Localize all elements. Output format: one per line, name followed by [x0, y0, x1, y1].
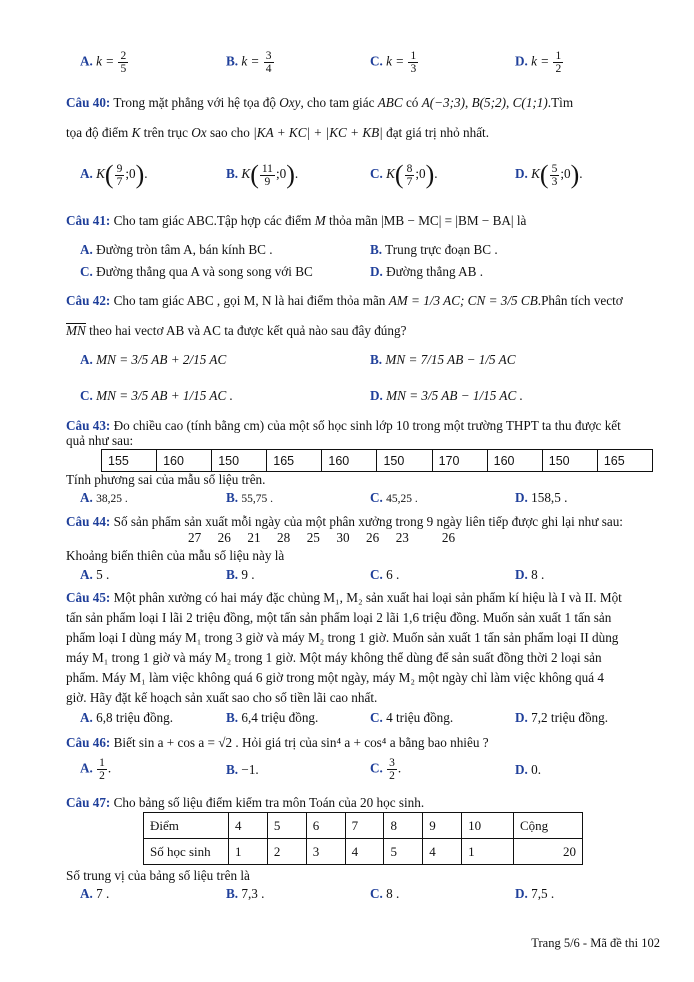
table-cell: 5 — [267, 813, 306, 839]
q45-stem-line1: Câu 45: Một phân xưởng có hai máy đặc chủng M₁, M₂ sản xuất hai loại sản phẩm kí hiệu là I và II. Một — [66, 590, 622, 605]
q46-option-d: D. 0. — [515, 762, 542, 777]
q44-option-c: C. 6 . — [370, 567, 400, 582]
q43-option-a: A. 38,25 . — [80, 490, 128, 505]
q39-option-d: D. k = $\frac{1}{2}$ — [515, 50, 562, 75]
q40-option-c: C. K( $\frac{8}{7}$ ;0). — [370, 160, 438, 189]
table-cell: 2 — [267, 839, 306, 865]
q39-option-c: C. k = $\frac{1}{3}$ — [370, 50, 417, 75]
q44-option-d: D. 8 . — [515, 567, 545, 582]
table-cell: 1 — [229, 839, 268, 865]
table-cell: 165 — [597, 450, 652, 472]
q41-option-c: C. Đường thẳng qua A và song song với BC — [80, 264, 313, 279]
q47-option-a: A. 7 . — [80, 886, 110, 901]
q42-option-a: A. MN = 3/5 AB + 2/15 AC — [80, 352, 227, 367]
q42-option-d: D. MN = 3/5 AB − 1/15 AC . — [370, 388, 523, 403]
q43-data-table — [101, 449, 653, 472]
table-cell: 4 — [229, 813, 268, 839]
q43-stem-line3: Tính phương sai của mẫu số liệu trên. — [66, 472, 266, 487]
q45-option-c: C. 4 triệu đồng. — [370, 710, 454, 725]
q43-option-d: D. 158,5 . — [515, 490, 568, 505]
q47-option-c: C. 8 . — [370, 886, 400, 901]
table-row — [144, 839, 583, 865]
q44-option-a: A. 5 . — [80, 567, 110, 582]
q47-stem: Câu 47: Cho bảng số liệu điểm kiểm tra môn Toán của 20 học sinh. — [66, 795, 425, 810]
q40-stem-line1: Câu 40: Trong mặt phẳng với hệ tọa độ Oxy, cho tam giác ABC có A(−3;3), B(5;2), C(1;1).Tìm — [66, 95, 574, 110]
table-row — [102, 450, 653, 472]
table-header-cell: Số học sinh — [144, 839, 229, 865]
table-cell: 155 — [102, 450, 157, 472]
q42-stem-line2: MN theo hai vectơ AB và AC ta được kết quả nào sau đây đúng? — [66, 323, 407, 338]
q47-option-b: B. 7,3 . — [226, 886, 265, 901]
q42-option-b: B. MN = 7/15 AB − 1/5 AC — [370, 352, 516, 367]
q40-option-b: B. K( $\frac{11}{9}$ ;0). — [226, 160, 299, 189]
table-cell: 6 — [306, 813, 345, 839]
q46-stem: Câu 46: Biết sin a + cos a = √2 . Hỏi giá trị của sin⁴ a + cos⁴ a bằng bao nhiêu ? — [66, 735, 489, 750]
table-cell: 165 — [267, 450, 322, 472]
table-cell: 160 — [157, 450, 212, 472]
q46-option-b: B. −1. — [226, 762, 259, 777]
q40-option-a: A. K( $\frac{9}{7}$ ;0). — [80, 160, 148, 189]
q46-option-c: C. $\frac{3}{2}$ . — [370, 757, 402, 782]
table-cell: 3 — [306, 839, 345, 865]
table-cell: 4 — [345, 839, 384, 865]
table-cell: 9 — [423, 813, 462, 839]
table-cell: 150 — [377, 450, 432, 472]
q41-option-d: D. Đường thẳng AB . — [370, 264, 484, 279]
q47-stem-line2: Số trung vị của bảng số liệu trên là — [66, 868, 250, 883]
q43-option-b: B. 55,75 . — [226, 490, 274, 505]
q47-option-d: D. 7,5 . — [515, 886, 555, 901]
q43-stem-line2: quả như sau: — [66, 433, 134, 448]
table-cell: 4 — [423, 839, 462, 865]
q45-option-a: A. 6,8 triệu đồng. — [80, 710, 174, 725]
q45-stem-line6: giờ. Hãy đặt kế hoạch sản xuất sao cho số tiền lãi cao nhất. — [66, 690, 378, 705]
q45-option-b: B. 6,4 triệu đồng. — [226, 710, 319, 725]
q45-stem-line3: phẩm loại I dùng máy M₁ trong 3 giờ và máy M₂ trong 1 giờ. Muốn sản xuất 1 tấn sản phẩm loại II dùng — [66, 630, 619, 645]
table-cell: 150 — [542, 450, 597, 472]
q45-stem-line4: máy M₁ trong 1 giờ và máy M₂ trong 1 giờ. Một máy không thể dùng để sản suất đồng thời 2 loại sản — [66, 650, 602, 665]
table-header-cell: Điểm — [144, 813, 229, 839]
q45-stem-line5: phẩm. Máy M₁ làm việc không quá 6 giờ trong một ngày, máy M₂ một ngày chỉ làm việc không quá 4 — [66, 670, 604, 685]
q45-stem-line2: tấn sản phẩm loại I lãi 2 triệu đồng, một tấn sản phẩm loại 2 lãi 1,6 triệu đồng. Muốn sản xuất 1 tấn sản — [66, 610, 612, 625]
q44-stem-line2: Khoảng biến thiên của mẫu số liệu này là — [66, 548, 285, 563]
q41-stem: Câu 41: Cho tam giác ABC.Tập hợp các điểm M thỏa mãn |MB − MC| = |BM − BA| là — [66, 213, 527, 228]
table-cell: 8 — [384, 813, 423, 839]
page-footer: Trang 5/6 - Mã đề thi 102 — [531, 936, 660, 950]
table-cell: 150 — [212, 450, 267, 472]
table-cell: 170 — [432, 450, 487, 472]
q44-option-b: B. 9 . — [226, 567, 255, 582]
q42-stem-line1: Câu 42: Cho tam giác ABC , gọi M, N là hai điểm thỏa mãn AM = 1/3 AC; CN = 3/5 CB.Phân tích vectơ — [66, 293, 623, 308]
q45-option-d: D. 7,2 triệu đồng. — [515, 710, 609, 725]
table-cell: 5 — [384, 839, 423, 865]
q43-stem-line1: Câu 43: Đo chiều cao (tính bằng cm) của một số học sinh lớp 10 trong một trường THPT ta thu được kết — [66, 418, 621, 433]
table-row — [144, 813, 583, 839]
q39-option-b: B. k = $\frac{3}{4}$ — [226, 50, 272, 75]
q44-data: 27 26 21 28 25 30 26 23 26 — [188, 530, 456, 545]
table-cell: Cộng — [514, 813, 583, 839]
table-cell: 10 — [462, 813, 514, 839]
q39-option-a: A. k = $\frac{2}{5}$ — [80, 50, 127, 75]
q41-option-b: B. Trung trực đoạn BC . — [370, 242, 498, 257]
q40-option-d: D. K( $\frac{5}{3}$ ;0). — [515, 160, 583, 189]
q47-score-table — [143, 812, 583, 865]
table-cell: 7 — [345, 813, 384, 839]
table-cell: 1 — [462, 839, 514, 865]
q40-stem-line2: tọa độ điểm K trên trục Ox sao cho |KA + KC| + |KC + KB| đạt giá trị nhỏ nhất. — [66, 125, 490, 140]
q46-option-a: A. $\frac{1}{2}$ . — [80, 757, 112, 782]
q44-stem-line1: Câu 44: Số sản phẩm sản xuất mỗi ngày của một phân xưởng trong 9 ngày liên tiếp được ghi lại như sau: — [66, 514, 623, 529]
q43-option-c: C. 45,25 . — [370, 490, 418, 505]
q41-option-a: A. Đường tròn tâm A, bán kính BC . — [80, 242, 273, 257]
table-cell: 20 — [514, 839, 583, 865]
q42-option-c: C. MN = 3/5 AB + 1/15 AC . — [80, 388, 233, 403]
q40-expression: |KA + KC| + |KC + KB| — [253, 125, 383, 140]
table-cell: 160 — [322, 450, 377, 472]
table-cell: 160 — [487, 450, 542, 472]
